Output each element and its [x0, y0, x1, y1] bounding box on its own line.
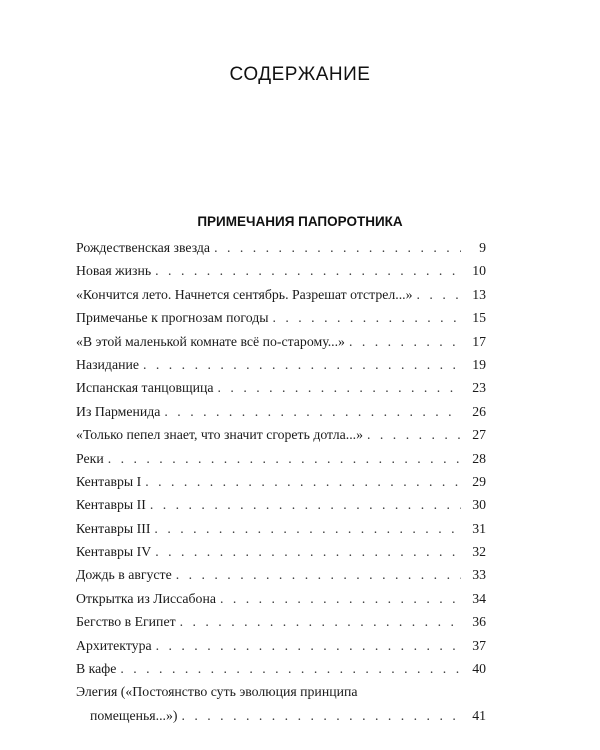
toc-page-number: 31 — [472, 520, 486, 536]
leader-dots — [220, 587, 461, 610]
toc-page-number: 40 — [472, 661, 486, 677]
table-of-contents — [76, 236, 486, 726]
toc-page-number: 28 — [472, 450, 486, 466]
leader-dots — [120, 657, 461, 680]
toc-page-number: 37 — [472, 637, 486, 653]
toc-entry-title: Архитектура — [76, 637, 152, 653]
leader-dots — [218, 376, 461, 399]
toc-entry — [76, 306, 486, 329]
toc-entry — [76, 283, 486, 306]
leader-dots — [180, 610, 461, 633]
toc-entry — [76, 493, 486, 516]
toc-entry-title: Кентавры IV — [76, 544, 152, 560]
toc-page-number: 9 — [479, 240, 486, 255]
toc-entry — [76, 634, 486, 657]
leader-dots — [143, 353, 461, 376]
toc-entry — [76, 470, 486, 493]
toc-entry — [76, 680, 486, 726]
leader-dots — [367, 423, 461, 446]
toc-page-number: 32 — [472, 544, 486, 560]
toc-entry — [76, 587, 486, 610]
toc-entry-title: Из Парменида — [76, 403, 161, 419]
toc-page-number: 34 — [472, 590, 486, 606]
toc-page-number: 30 — [472, 497, 486, 513]
toc-entry-title: «Только пепел знает, что значит сгореть дотла...» — [76, 427, 363, 443]
toc-entry — [76, 563, 486, 586]
toc-entry-title: «В этой маленькой комнате всё по-старому...» — [76, 333, 345, 349]
leader-dots — [181, 704, 461, 727]
toc-page-number: 41 — [472, 707, 486, 723]
toc-entry-title: Примечанье к прогнозам погоды — [76, 310, 269, 326]
toc-entry-title: Элегия («Постоянство суть эволюция принципа — [76, 684, 358, 700]
toc-page-number: 10 — [472, 263, 486, 279]
toc-page-number: 19 — [472, 356, 486, 372]
leader-dots — [150, 493, 461, 516]
toc-entry — [76, 236, 486, 259]
toc-entry-title: Открытка из Лиссабона — [76, 590, 216, 606]
toc-entry — [76, 330, 486, 353]
leader-dots — [154, 517, 461, 540]
toc-page-number: 13 — [472, 286, 486, 302]
toc-page-number: 29 — [472, 473, 486, 489]
toc-entry-title-continued: помещенья...») — [90, 707, 178, 723]
toc-entry — [76, 517, 486, 540]
toc-entry-title: Испанская танцовщица — [76, 380, 214, 396]
toc-entry — [76, 376, 486, 399]
toc-entry-title: Кентавры I — [76, 473, 142, 489]
toc-entry — [76, 610, 486, 633]
leader-dots — [214, 236, 461, 259]
toc-entry-title: Дождь в августе — [76, 567, 172, 583]
leader-dots — [108, 447, 461, 470]
toc-entry-title: Новая жизнь — [76, 263, 152, 279]
toc-entry — [76, 259, 486, 282]
toc-entry — [76, 400, 486, 423]
toc-page-number: 15 — [472, 310, 486, 326]
toc-entry-title: Реки — [76, 450, 104, 466]
leader-dots — [164, 400, 461, 423]
toc-entry — [76, 423, 486, 446]
leader-dots — [155, 259, 461, 282]
leader-dots — [349, 330, 461, 353]
leader-dots — [176, 563, 461, 586]
toc-entry — [76, 447, 486, 470]
leader-dots — [145, 470, 461, 493]
toc-page-number: 23 — [472, 380, 486, 396]
toc-entry-title: Бегство в Египет — [76, 614, 176, 630]
page-title: СОДЕРЖАНИЕ — [229, 64, 371, 85]
toc-page-number: 26 — [472, 403, 486, 419]
toc-page-number: 36 — [472, 614, 486, 630]
leader-dots — [156, 634, 461, 657]
leader-dots — [417, 283, 461, 306]
toc-entry-title: В кафе — [76, 661, 117, 677]
toc-entry — [76, 540, 486, 563]
toc-page-number: 33 — [472, 567, 486, 583]
toc-entry-title: Назидание — [76, 356, 139, 372]
toc-page-number: 27 — [472, 427, 486, 443]
toc-entry-title: Кентавры III — [76, 520, 151, 536]
toc-entry-title: Рождественская звезда — [76, 240, 211, 255]
toc-page-number: 17 — [472, 333, 486, 349]
toc-entry — [76, 657, 486, 680]
toc-entry — [76, 353, 486, 376]
toc-entry-title: «Кончится лето. Начнется сентябрь. Разрешат отстрел...» — [76, 286, 413, 302]
toc-entry-title: Кентавры II — [76, 497, 146, 513]
leader-dots — [272, 306, 461, 329]
section-heading: ПРИМЕЧАНИЯ ПАПОРОТНИКА — [197, 214, 403, 229]
leader-dots — [155, 540, 461, 563]
